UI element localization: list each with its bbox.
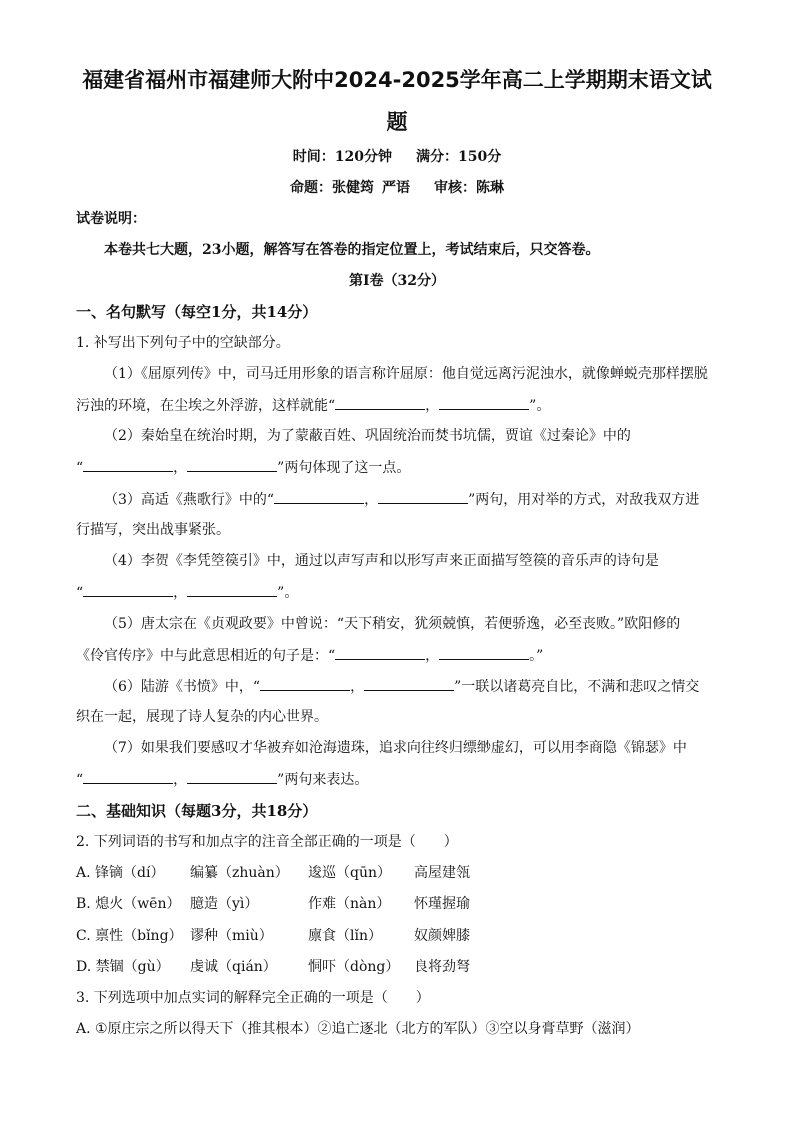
exam-authors [0, 177, 794, 197]
q1-item3-line2: 行描写，突出战事紧张。 [76, 522, 230, 538]
question-2-stem: 2. 下列词语的书写和加点字的注音全部正确的一项是（ ） [76, 834, 458, 850]
q2-option-c[interactable]: C. 禀性（bǐng） 谬种（miù） 廪食（lǐn） 奴颜婢膝 [76, 928, 470, 944]
answer-blank[interactable] [335, 395, 425, 410]
answer-blank[interactable] [187, 457, 277, 472]
answer-blank[interactable] [364, 676, 454, 691]
exam-time-score [0, 146, 794, 166]
answer-blank[interactable] [439, 645, 529, 660]
question-1-stem: 1. 补写出下列句子中的空缺部分。 [76, 335, 290, 351]
answer-blank[interactable] [83, 457, 173, 472]
q1-item2-line2: “ ， ”两句体现了这一点。 [76, 457, 718, 478]
q2-option-b[interactable]: B. 熄火（wēn） 臆造（yì） 作难（nàn） 怀瑾握瑜 [76, 896, 470, 912]
notes-heading: 试卷说明： [76, 211, 146, 227]
q1-item1-line1: （1）《屈原列传》中，司马迁用形象的语言称许屈原：他自觉远离污泥浊水，就像蝉蜕壳那样摆脱 [104, 366, 708, 382]
answer-blank[interactable] [274, 489, 364, 504]
q1-item4-line1: （4）李贺《李凭箜篌引》中，通过以声写声和以形写声来正面描写箜篌的音乐声的诗句是 [104, 553, 659, 569]
answer-blank[interactable] [187, 769, 277, 784]
exam-setter: 命题：张健筠 [290, 180, 374, 196]
q1-item4-line2: “ ， ”。 [76, 582, 718, 603]
exam-reviewer: 审核：陈琳 [434, 180, 504, 196]
q1-item5-line2: 《伶官传序》中与此意思相近的句子是：“ ， 。” [76, 645, 718, 666]
q1-item5-line1: （5）唐太宗在《贞观政要》中曾说：“天下稍安，犹须兢慎，若便骄逸，必至丧败。”欧阳修的 [104, 616, 681, 632]
exam-setter-2: 严语 [382, 180, 410, 196]
notes-body: 本卷共七大题，23小题，解答写在答卷的指定位置上，考试结束后，只交答卷。 [104, 242, 600, 258]
exam-time: 时间：120分钟 [292, 149, 392, 165]
answer-blank[interactable] [439, 395, 529, 410]
q1-item7-line1: （7）如果我们要感叹才华被弃如沧海遗珠，追求向往终归缥缈虚幻，可以用李商隐《锦瑟》中 [104, 740, 687, 756]
q2-option-d[interactable]: D. 禁锢（gù） 虔诚（qián） 恫吓（dòng） 良将劲弩 [76, 959, 470, 975]
answer-blank[interactable] [187, 582, 277, 597]
q2-option-a[interactable]: A. 锋镝（dí） 编纂（zhuàn） 逡巡（qūn） 高屋建瓴 [76, 865, 470, 881]
answer-blank[interactable] [378, 489, 468, 504]
q1-item6-line1: （6）陆游《书愤》中，“ ， ”一联以诸葛亮自比，不满和悲叹之情交 [104, 676, 718, 697]
answer-blank[interactable] [260, 676, 350, 691]
q3-option-a[interactable]: A. ①原庄宗之所以得天下（推其根本）②追亡逐北（北方的军队）③空以身膏草野（滋润） [76, 1021, 640, 1037]
q1-item2-line1: （2）秦始皇在统治时期，为了蒙蔽百姓、巩固统治而焚书坑儒，贾谊《过秦论》中的 [104, 428, 631, 444]
q1-item3-line1: （3）高适《燕歌行》中的“ ， ”两句，用对举的方式，对敌我双方进 [104, 489, 718, 510]
section2-heading: 二、基础知识（每题3分，共18分） [76, 802, 318, 820]
q1-item1-line2: 污浊的环境，在尘埃之外浮游，这样就能“ ， ”。 [76, 395, 718, 416]
answer-blank[interactable] [83, 582, 173, 597]
exam-score: 满分：150分 [416, 149, 502, 165]
question-3-stem: 3. 下列选项中加点实词的解释完全正确的一项是（ ） [76, 990, 430, 1006]
q1-item6-line2: 织在一起，展现了诗人复杂的内心世界。 [76, 709, 328, 725]
exam-title-line2: 题 [386, 110, 408, 134]
answer-blank[interactable] [83, 769, 173, 784]
section1-heading: 一、名句默写（每空1分，共14分） [76, 303, 318, 321]
q1-item7-line2: “ ， ”两句来表达。 [76, 769, 718, 790]
answer-blank[interactable] [335, 645, 425, 660]
part1-heading: 第Ⅰ卷（32分） [348, 273, 446, 289]
exam-title-line1: 福建省福州市福建师大附中2024-2025学年高二上学期期末语文试 [82, 68, 712, 92]
